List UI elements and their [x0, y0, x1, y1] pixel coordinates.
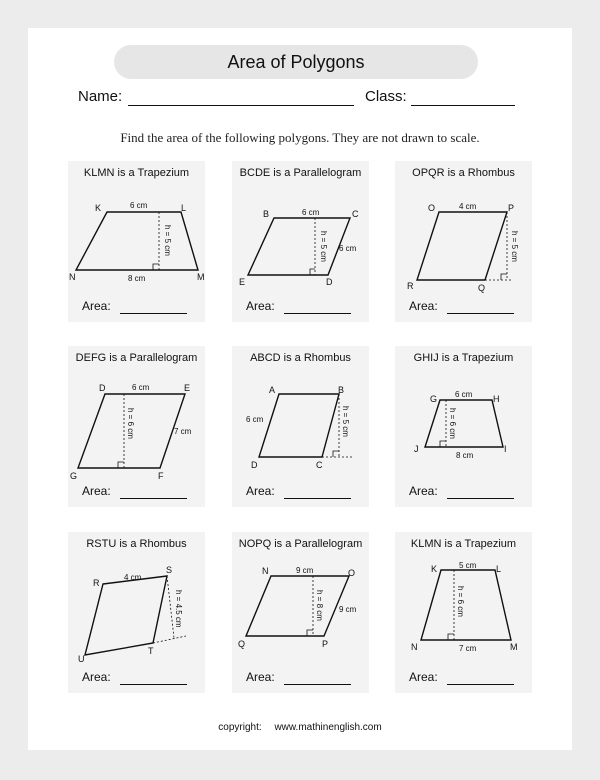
vertex-label: B [263, 209, 270, 219]
vertex-label: H [493, 394, 500, 404]
vertex-label: K [431, 564, 438, 574]
problem-caption: ABCD is a Rhombus [250, 352, 351, 364]
right-angle-mark [153, 264, 159, 270]
vertex-label: Q [478, 283, 486, 293]
vertex-label: E [239, 277, 246, 287]
area-label: Area: [246, 484, 275, 498]
area-label: Area: [409, 484, 438, 498]
vertex-label: L [181, 203, 187, 213]
vertex-label: L [496, 564, 502, 574]
vertex-label: C [316, 460, 323, 470]
vertex-label: C [352, 209, 359, 219]
trapezium-shape [76, 212, 198, 270]
vertex-label: E [184, 383, 191, 393]
area-answer-field[interactable] [120, 498, 187, 499]
dimension-label: 4 cm [124, 573, 142, 582]
rhombus-figure [232, 370, 369, 480]
vertex-label: R [407, 281, 414, 291]
vertex-label: A [269, 385, 276, 395]
vertex-label: K [95, 203, 102, 213]
vertex-label: D [326, 277, 333, 287]
parallelogram-figure [68, 370, 205, 480]
right-angle-mark [440, 441, 446, 447]
vertex-label: U [78, 654, 85, 664]
copyright-label: copyright: [218, 722, 262, 733]
vertex-label: D [251, 460, 258, 470]
area-answer-field[interactable] [447, 313, 514, 314]
area-label: Area: [246, 670, 275, 684]
worksheet [28, 28, 572, 750]
vertex-label: G [430, 394, 438, 404]
vertex-label: O [428, 203, 436, 213]
dimension-label: 6 cm [132, 383, 150, 392]
instructions: Find the area of the following polygons. They are not drawn to scale. [120, 130, 480, 145]
right-angle-mark [310, 269, 315, 275]
dimension-label: 6 cm [339, 244, 357, 253]
area-label: Area: [246, 299, 275, 313]
right-angle-mark [333, 451, 339, 457]
height-label: h = 5 cm [510, 231, 519, 262]
parallelogram-figure [232, 556, 369, 666]
area-label: Area: [82, 484, 111, 498]
problem-caption: GHIJ is a Trapezium [413, 352, 514, 364]
name-class-row [78, 86, 538, 110]
problem-card-8 [232, 532, 369, 693]
trapezium-figure [395, 556, 532, 666]
right-angle-mark [118, 462, 124, 468]
area-answer-field[interactable] [447, 684, 514, 685]
vertex-label: B [338, 385, 345, 395]
page-title: Area of Polygons [114, 45, 478, 79]
footer [28, 722, 572, 733]
height-label: h = 5 cm [341, 406, 350, 437]
trapezium-figure [68, 185, 205, 295]
vertex-label: M [510, 642, 518, 652]
height-label: h = 6 cm [456, 586, 465, 617]
vertex-label: S [166, 565, 173, 575]
dimension-label: 7 cm [459, 644, 477, 653]
problem-card-6 [395, 346, 532, 507]
rhombus-figure [68, 556, 205, 666]
vertex-label: N [262, 566, 269, 576]
trapezium-figure [395, 370, 532, 480]
vertex-label: D [99, 383, 106, 393]
height-label: h = 5 cm [319, 231, 328, 262]
vertex-label: N [69, 272, 76, 282]
trapezium-shape [425, 400, 503, 447]
base-extension [153, 636, 186, 643]
parallelogram-figure [232, 185, 369, 295]
dimension-label: 6 cm [246, 415, 264, 424]
rhombus-figure [395, 185, 532, 295]
vertex-label: P [508, 203, 515, 213]
dimension-label: 7 cm [174, 427, 192, 436]
dimension-label: 6 cm [455, 390, 473, 399]
class-field[interactable] [411, 105, 515, 106]
problem-card-2 [232, 161, 369, 322]
dimension-label: 9 cm [296, 566, 314, 575]
dimension-label: 8 cm [456, 451, 474, 460]
dimension-label: 5 cm [459, 561, 477, 570]
trapezium-shape [421, 570, 511, 640]
vertex-label: N [411, 642, 418, 652]
dimension-label: 6 cm [130, 201, 148, 210]
area-answer-field[interactable] [284, 684, 351, 685]
height-label: h = 5 cm [163, 225, 172, 256]
problem-card-4 [68, 346, 205, 507]
height-label: h = 6 cm [126, 408, 135, 439]
area-answer-field[interactable] [447, 498, 514, 499]
rhombus-shape [259, 394, 339, 457]
vertex-label: O [348, 568, 356, 578]
class-label: Class: [365, 88, 407, 105]
vertex-label: R [93, 578, 100, 588]
height-label: h = 4.5 cm [174, 590, 183, 628]
dimension-label: 6 cm [302, 208, 320, 217]
right-angle-mark [307, 630, 313, 636]
area-answer-field[interactable] [120, 313, 187, 314]
problem-caption: RSTU is a Rhombus [86, 538, 187, 550]
dimension-label: 4 cm [459, 202, 477, 211]
vertex-label: P [322, 639, 329, 649]
problem-caption: DEFG is a Parallelogram [75, 352, 198, 364]
vertex-label: M [197, 272, 205, 282]
area-answer-field[interactable] [120, 684, 187, 685]
problem-card-9 [395, 532, 532, 693]
vertex-label: G [70, 471, 78, 480]
dimension-label: 9 cm [339, 605, 357, 614]
area-label: Area: [409, 670, 438, 684]
parallelogram-shape [246, 576, 349, 636]
name-field[interactable] [128, 105, 354, 106]
problem-caption: NOPQ is a Parallelogram [238, 538, 363, 550]
area-label: Area: [82, 670, 111, 684]
vertex-label: I [504, 444, 507, 454]
area-label: Area: [82, 299, 111, 313]
problem-card-7 [68, 532, 205, 693]
height-label: h = 6 cm [448, 408, 457, 439]
vertex-label: J [414, 444, 419, 454]
problem-caption: KLMN is a Trapezium [83, 167, 190, 179]
site-link[interactable]: www.mathinenglish.com [274, 722, 382, 733]
area-answer-field[interactable] [284, 498, 351, 499]
area-label: Area: [409, 299, 438, 313]
problem-card-3 [395, 161, 532, 322]
name-label: Name: [78, 88, 123, 105]
parallelogram-shape [248, 218, 350, 275]
height-line [167, 576, 174, 638]
right-angle-mark [501, 274, 507, 280]
problem-card-1 [68, 161, 205, 322]
vertex-label: T [148, 646, 154, 656]
problem-caption: OPQR is a Rhombus [412, 167, 515, 179]
problem-caption: BCDE is a Parallelogram [239, 167, 362, 179]
right-angle-mark [448, 634, 454, 640]
vertex-label: F [158, 471, 164, 480]
rhombus-shape [417, 212, 507, 280]
problem-card-5 [232, 346, 369, 507]
height-label: h = 8 cm [315, 590, 324, 621]
area-answer-field[interactable] [284, 313, 351, 314]
vertex-label: Q [238, 639, 246, 649]
dimension-label: 8 cm [128, 274, 146, 283]
problem-caption: KLMN is a Trapezium [410, 538, 517, 550]
